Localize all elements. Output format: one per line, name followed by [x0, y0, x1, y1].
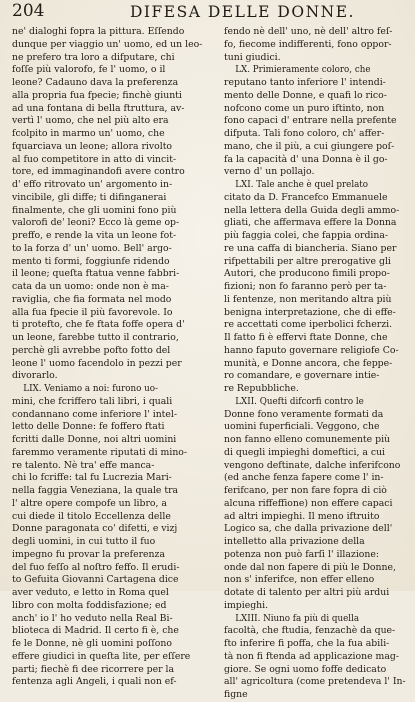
text-line: ad una fontana di bella ftruttura, av- [12, 102, 185, 114]
text-line: aver veduto, e letto in Roma quel [12, 587, 169, 598]
text-line: libro con molta foddisfazione; ed [12, 599, 167, 611]
text-line: LXII. Quefti difcorfi contro le [235, 395, 364, 407]
text-line: verno d' un pollajo. [224, 166, 315, 178]
text-line: finalmente, che gli uomini fono più [12, 204, 177, 216]
text-line: condannano come inferiore l' intel- [12, 408, 178, 420]
text-line: rifpettabili per altre prerogative gli [224, 255, 391, 267]
text-line: leone? Cadauno dava la preferenza [12, 77, 179, 88]
paragraph [224, 64, 415, 179]
text-line: Autori, che producono fimili propo- [224, 268, 390, 280]
text-line: di quegli impieghi domeftici, a cui [224, 446, 386, 458]
text-line: to la forza d' un' uomo. Bell' argo- [12, 242, 172, 254]
paragraph [224, 613, 415, 702]
paragraph [224, 396, 415, 613]
text-line: non s' inferifce, non effer elleno [224, 574, 375, 586]
text-line: alcuna riffeffione) non effere capaci [224, 497, 393, 509]
text-line: fono capaci d' entrare nella prefente [224, 115, 397, 127]
text-line: re talento. Nè tra' effe manca- [12, 459, 155, 471]
text-line: il leone; queſta ftatua venne fabbri- [12, 268, 180, 280]
text-line: mento ti formi, foggiunfe ridendo [12, 255, 170, 267]
text-line: preffo, e rende la vita un leone fot- [12, 230, 177, 241]
text-line: degli uomini, in cui tutto il fuo [12, 536, 156, 547]
text-line: Donne fono veramente formati da [224, 408, 384, 420]
text-line: re Repubbliche. [224, 383, 299, 394]
text-line: benigna interpretazione, che di effe- [224, 306, 396, 318]
paragraph [12, 26, 208, 383]
text-line: re una caffa di biancheria. Siano per [224, 242, 397, 254]
text-line: alla fua fpecie il più favorevole. Io [12, 306, 173, 318]
text-line: del fuo feſſo al noſtro feffo. Il erudi- [12, 561, 180, 573]
text-line: valorofi de' leoni? Ecco là geme op- [12, 217, 180, 229]
text-line: anch' io l' ho veduto nella Real Bi- [12, 612, 173, 624]
text-line: letto delle Donne: fe foffero ftati [12, 421, 165, 433]
text-line: vengono deftinate, dalche inferifcono [224, 459, 401, 471]
text-line: to Gefuita Giovanni Cartagena dice [12, 574, 179, 586]
running-head: DIFESA DELLE DONNE. [130, 3, 355, 21]
paragraph [224, 26, 415, 64]
text-line: al fuo competitore in atto di vincit- [12, 153, 177, 165]
text-line: mini, che fcriffero tali libri, i quali [12, 395, 173, 407]
text-line: raviglia, che fia formata nel modo [12, 293, 172, 305]
text-line: LXI. Tale anche è quel prelato [235, 179, 369, 190]
text-line: fa la capacità d' una Donna è il go- [224, 153, 388, 165]
text-line: ne' dialoghi fopra la pittura. Eſſendo [12, 26, 185, 37]
text-line: faremmo veramente riputati di mino- [12, 446, 188, 458]
text-line: vertì l' uomo, che nel più alto era [12, 115, 169, 127]
text-line: nella faggia Veneziana, la quale tra [12, 485, 179, 496]
text-line: tuni giudici. [224, 51, 281, 63]
text-line: Il fatto fi è effervi ftate Donne, che [224, 332, 388, 343]
text-line: ro comandare, e governare intie- [224, 370, 380, 382]
text-line: reputano tanto inferiore l' intendi- [224, 77, 386, 88]
text-line: fcolpito in marmo un' uomo, che [12, 128, 165, 139]
text-line: LXIII. Niuno fa più di quella [235, 612, 360, 624]
text-line: re accettati come iperbolici fcherzi. [224, 319, 393, 331]
text-line: effere giudici in queſta lite, per eſſere [12, 650, 191, 662]
text-line: cui diede il titolo Eccellenza delle [12, 510, 171, 522]
text-line: ne prefero tra loro a difputare, chi [12, 51, 175, 63]
text-line: uomini fuperficiali. Veggono, che [224, 421, 380, 433]
text-line: all' agricoltura (come pretendeva l' In- [224, 676, 406, 688]
text-line: chi lo fcriffe: tal fu Lucrezia Mari- [12, 472, 172, 484]
text-line: blioteca di Madrid. Il certo fi è, che [12, 625, 179, 637]
text-line: parti; fiechè fi dee ricorrere per la [12, 663, 175, 675]
page-number: 204 [12, 1, 45, 21]
text-line: tore, ed immaginandofi avere contro [12, 166, 185, 178]
text-line: fentenza agli Angeli, i quali non ef- [12, 676, 177, 688]
text-line: ferifcano, per non fare fopra di ciò [224, 485, 387, 496]
text-line: onde dal non fapere di più le Donne, [224, 561, 396, 573]
text-line: Donne paragonata co' difetti, e vizj [12, 523, 178, 535]
left-column [12, 26, 208, 689]
text-line: l' altre opere compofe un libro, a [12, 497, 167, 509]
text-line: divorarlo. [12, 370, 58, 382]
text-line: d' effo ritrovato un' argomento in- [12, 179, 173, 190]
text-line: hanno faputo governare religiofe Co- [224, 344, 399, 356]
text-line: fquarciava un leone; allora rivolto [12, 140, 173, 152]
paragraph [12, 383, 208, 689]
text-line: figne [224, 689, 248, 700]
text-line: fizioni; non fo faranno però per ta- [224, 281, 387, 292]
text-line: intelletto alla privazione della [224, 536, 365, 547]
text-line: giore. Se ogni uomo foffe dedicato [224, 663, 387, 675]
text-line: fto inferire fi poffa, che la fua abili- [224, 638, 390, 649]
paragraph [224, 179, 415, 396]
text-line: fe le Donne, nè gli uomini poſſono [12, 638, 172, 649]
text-line: non fanno elleno comunemente più [224, 434, 391, 445]
text-line: (ed anche fenza fapere come l' in- [224, 472, 384, 484]
text-line: cata da un uomo: onde non è ma- [12, 281, 169, 292]
text-line: nofcono come un puro iftinto, non [224, 102, 385, 114]
text-line: impegno fu provar la preferenza [12, 548, 165, 560]
text-line: leone l' uomo facendolo in pezzi per [12, 357, 182, 369]
text-line: difputa. Tali fono coloro, ch' affer- [224, 128, 385, 139]
text-line: alla propria fua fpecie; finchè giunti [12, 89, 182, 101]
text-line: li fentenze, non meritando altra più [224, 293, 392, 305]
text-line: vincibile, gli diffe; ti difinganerai [12, 191, 167, 203]
text-line: perchè gli avrebbe pofto fotto del [12, 344, 171, 356]
text-line: impieghi. [224, 599, 269, 611]
text-line: LX. Primieramente coloro, che [235, 64, 371, 76]
text-line: foſſe più valorofo, fe l' uomo, o il [12, 64, 166, 76]
text-line: mento delle Donne, e quafi lo rico- [224, 89, 387, 101]
text-line: fcritti dalle Donne, noi altri uomini [12, 434, 177, 445]
text-line: ti protefto, che fe ftata foffe opera d' [12, 319, 185, 331]
text-line: munità, e Donne ancora, che feppe- [224, 357, 393, 369]
text-line: facoltà, che ftudia, fenzachè da que- [224, 625, 396, 637]
text-line: più faggia colei, che fappia ordina- [224, 230, 389, 241]
text-line: gliati, che affermava effere la Donna [224, 217, 397, 229]
text-line: potenza non può farſi l' illazione: [224, 548, 380, 560]
text-line: un leone, farebbe tutto il contrario, [12, 332, 179, 343]
text-line: nella lettera della Guida degli ammo- [224, 204, 400, 216]
text-line: Logico sa, che dalla privazione dell' [224, 523, 393, 535]
text-line: fo, fiecome indifferenti, fono oppor- [224, 38, 392, 50]
text-line: mano, che il più, a cui giungere poſ- [224, 140, 395, 152]
right-column [224, 26, 415, 702]
text-line: citato da D. Francefco Emmanuele [224, 191, 388, 203]
text-line: LIX. Veniamo a noi: furono uo- [23, 383, 159, 394]
text-line: ad altri impieghi. Il meno iftruito [224, 510, 380, 522]
text-line: tà non fi ftenda ad applicazione mag- [224, 650, 399, 662]
text-line: dunque per viaggio un' uomo, ed un leo- [12, 38, 203, 50]
text-line: dotate di talento per altri più ardui [224, 587, 390, 598]
page-header [12, 0, 409, 26]
text-line: fendo nè dell' uno, nè dell' altro feſ- [224, 26, 393, 37]
